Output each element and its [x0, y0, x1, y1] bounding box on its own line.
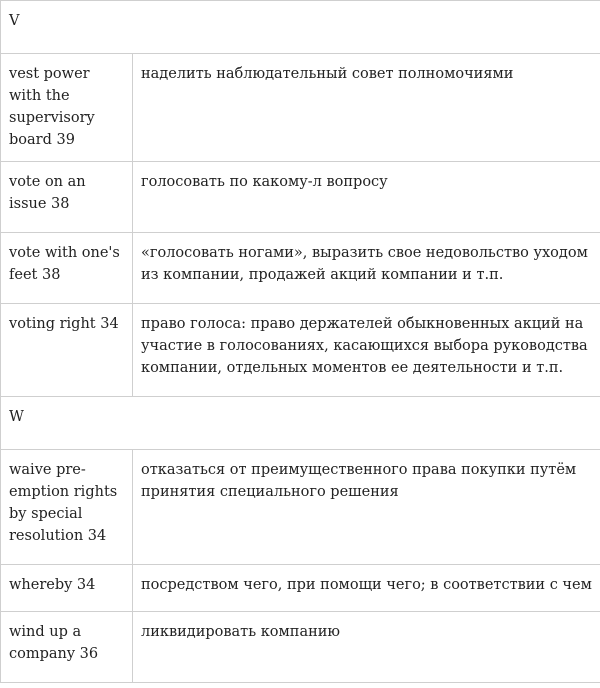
section-header-row [1, 1, 600, 54]
table-row [1, 233, 600, 304]
entry-term: whereby 34 [1, 565, 133, 612]
table-row [1, 304, 600, 397]
entry-definition: наделить наблюдательный совет полномочиями [133, 54, 600, 162]
table-row [1, 162, 600, 233]
entry-term: waive pre-emption rights by special resolution 34 [1, 450, 133, 565]
entry-definition: ликвидировать компанию [133, 612, 600, 683]
entry-term: wind up a company 36 [1, 612, 133, 683]
entry-definition: право голоса: право держателей обыкновенных акций на участие в голосованиях, касающихся выбора руководства компании, отдельных моментов ее деятельности и т.п. [133, 304, 600, 397]
entry-definition: посредством чего, при помощи чего; в соответствии с чем [133, 565, 600, 612]
table-row [1, 612, 600, 683]
table-row [1, 450, 600, 565]
entry-term: vest power with the supervisory board 39 [1, 54, 133, 162]
table-row [1, 565, 600, 612]
entry-term: vote with one's feet 38 [1, 233, 133, 304]
entry-definition: «голосовать ногами», выразить свое недовольство уходом из компании, продажей акций компании и т.п. [133, 233, 600, 304]
entry-definition: отказаться от преимущественного права покупки путём принятия специального решения [133, 450, 600, 565]
entry-term: voting right 34 [1, 304, 133, 397]
section-header-row [1, 397, 600, 450]
entry-definition: голосовать по какому-л вопросу [133, 162, 600, 233]
table-row [1, 54, 600, 162]
entry-term: vote on an issue 38 [1, 162, 133, 233]
section-letter: W [1, 397, 600, 450]
section-letter: V [1, 1, 600, 54]
